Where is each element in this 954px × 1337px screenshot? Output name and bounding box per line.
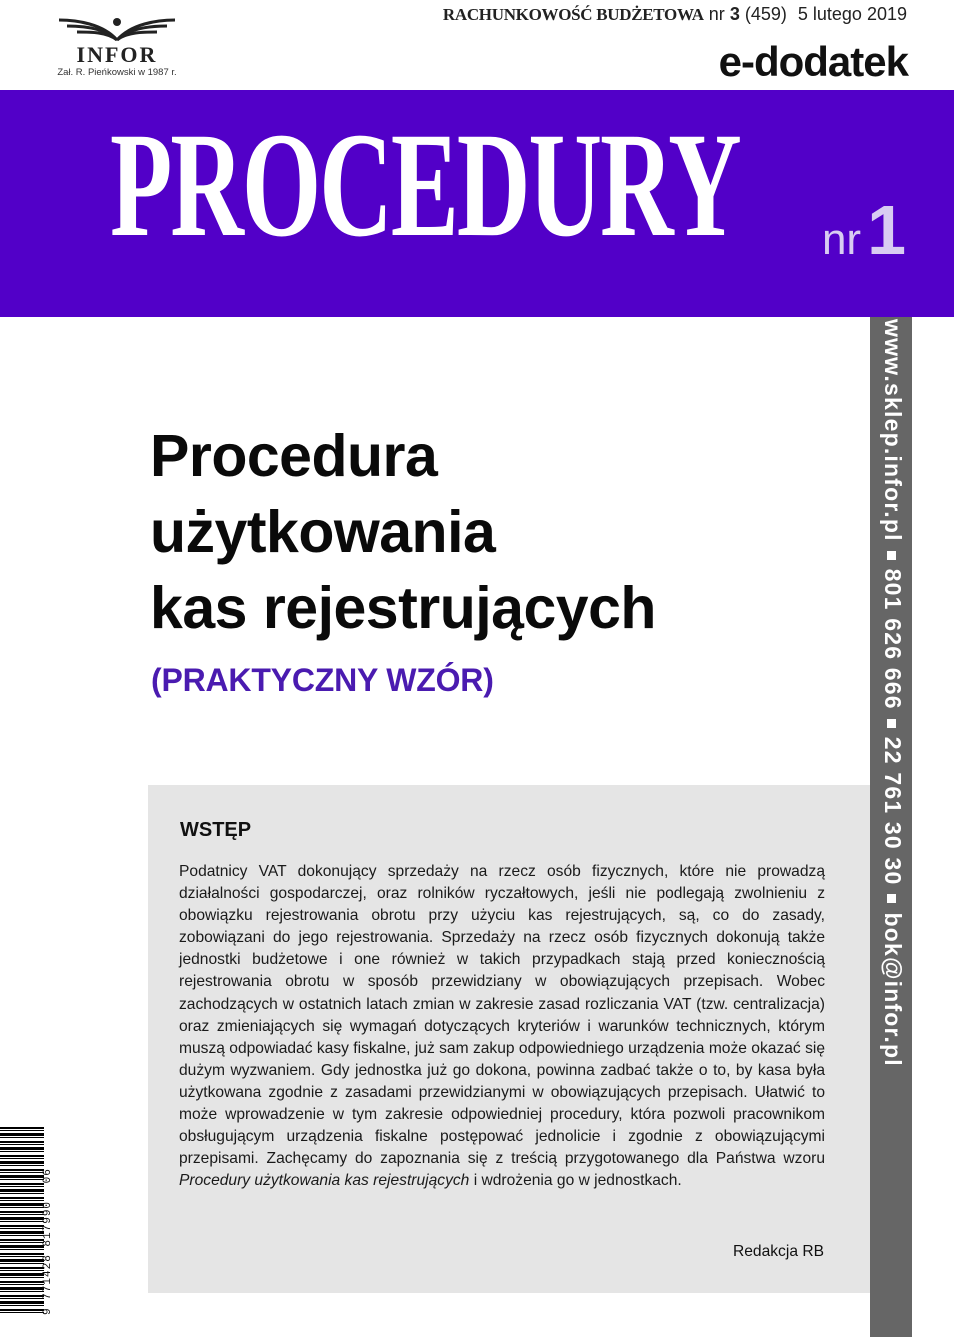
barcode (0, 1127, 60, 1315)
intro-body-end: i wdrożenia go w jednostkach. (473, 1172, 682, 1190)
phone-number-1: 801 626 666 (880, 568, 906, 710)
intro-box (148, 785, 870, 1293)
logo-name: INFOR (76, 42, 158, 67)
separator-square-icon (887, 719, 896, 728)
barcode-number: 9 771428 817990 (42, 1200, 54, 1315)
title-line-2: użytkowania (150, 499, 496, 565)
intro-body-italic: Procedury użytkowania kas rejestrujących (179, 1172, 470, 1190)
document-subtitle: (PRAKTYCZNY WZÓR) (151, 662, 494, 698)
infor-logo (55, 14, 179, 80)
barcode-addon: 06 (42, 1168, 54, 1184)
contact-line (874, 319, 912, 1067)
issue-prefix: nr (708, 4, 725, 24)
issue-total: (459) (744, 4, 787, 24)
series-title: PROCEDURY (110, 102, 740, 268)
barcode-bars-icon (0, 1127, 44, 1315)
phone-number-2: 22 761 30 30 (880, 736, 906, 886)
series-number (822, 190, 906, 270)
issue-line (443, 4, 907, 25)
issue-date: 5 lutego 2019 (797, 4, 907, 24)
email-link[interactable]: bok@infor.pl (880, 912, 906, 1067)
title-line-1: Procedura (150, 423, 438, 489)
intro-signature: Redakcja RB (732, 1243, 824, 1260)
document-title (150, 418, 656, 646)
edition-label: e-dodatek (718, 38, 908, 85)
series-number-value: 1 (867, 191, 906, 269)
barcode-digits (42, 1127, 54, 1315)
separator-square-icon (887, 894, 896, 903)
website-link[interactable]: www.sklep.infor.pl (880, 319, 906, 542)
intro-body (179, 861, 825, 1192)
title-line-3: kas rejestrujących (150, 575, 656, 641)
intro-heading: WSTĘP (180, 819, 252, 841)
title-band (0, 90, 954, 317)
book-wings-icon (55, 14, 179, 44)
separator-square-icon (887, 551, 896, 560)
intro-body-main: Podatnicy VAT dokonujący sprzedaży na rzecz osób fizycznych, które nie prowadzą działalności gospodarczej, oraz rolników ryczałtowych, jeśli nie podlegają zwolnieniu z obowiązku rejestrowania obrotu przy użyciu kas rejestrujących, są, co do zasady, zobowiązani do jego rejestrowania. Sprzedaży na rzecz osób fizycznych dokonują także jednostki budżetowe i one również w takich przypadkach stają przed koniecznością rejestrowania obrotu w sposób przewidziany w obowiązujących przepisach. Wobec zachodzących w ostatnich latach zmian w zakresie zasad rozliczania VAT (tzw. centralizacja) oraz zmieniających się wymagań dotyczących kryteriów i warunków technicznych, którym muszą odpowiadać kasy fiskalne, już sam zakup odpowiedniego urządzenia może okazać się dużym wyzwaniem. Gdy jednostka już go dokona, powinna zadbać także o to, by kasa była użytkowana zgodnie z zasadami przewidzianymi w obowiązujących przepisach. Ułatwić to może wprowadzenie w tym zakresie odpowiedniej procedury, która pozwoli pracownikom obsługującym urządzenia fiskalne postępować jednolicie i zgodnie z obowiązującymi przepisami. Zachęcamy do zapoznania się z treścią przygotowanego dla Państwa wzoru (179, 863, 825, 1168)
logo-subtitle: Zał. R. Pieńkowski w 1987 r. (57, 67, 177, 78)
issue-number: 3 (729, 4, 740, 24)
series-number-label: nr (821, 215, 862, 264)
publication-name: RACHUNKOWOŚĆ BUDŻETOWA (442, 5, 704, 24)
contact-sidebar (870, 317, 912, 1337)
